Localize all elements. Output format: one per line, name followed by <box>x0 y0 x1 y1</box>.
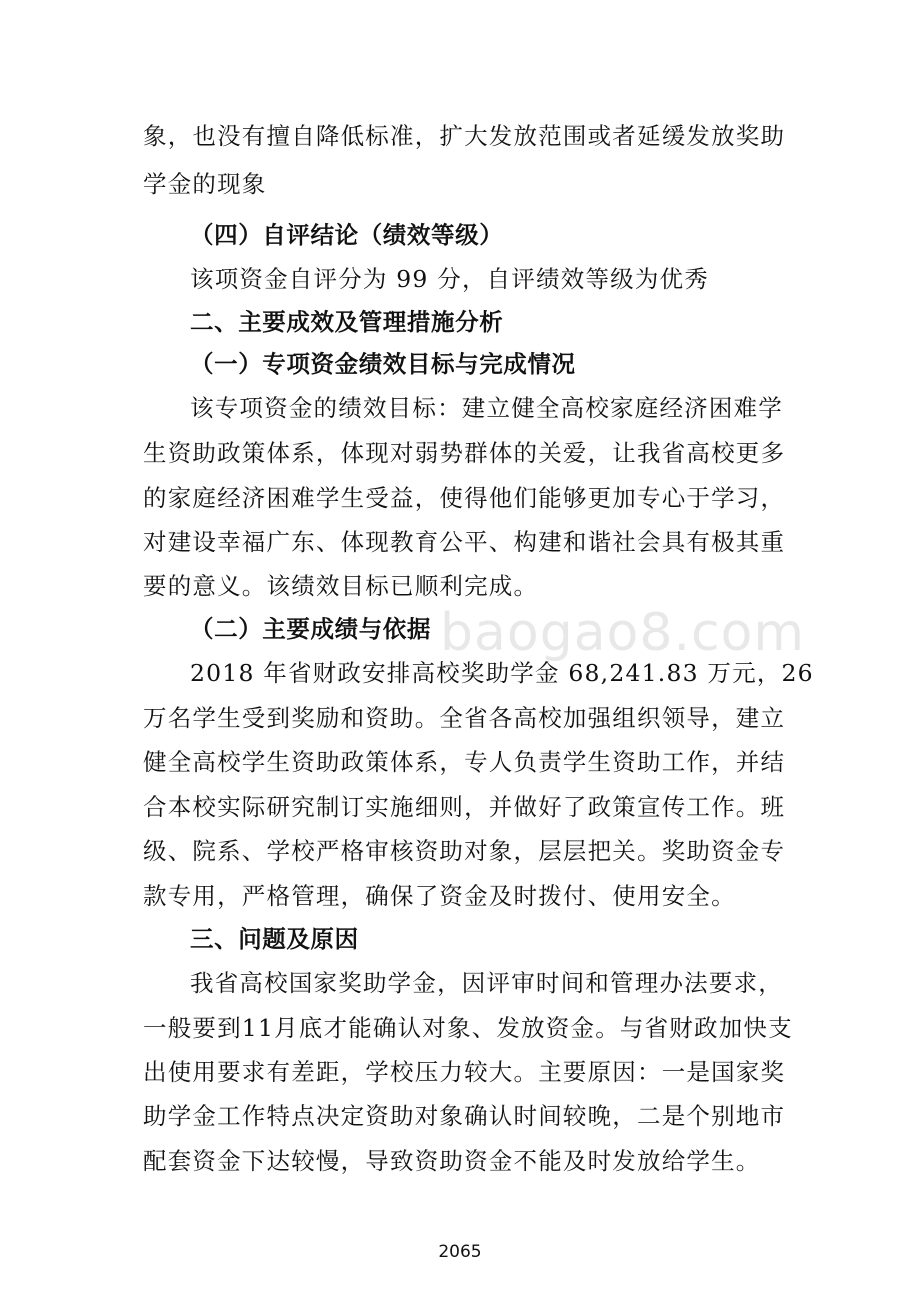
paragraph-line: 配套资金下达较慢，导致资助资金不能及时发放给学生。 <box>143 1147 761 1175</box>
paragraph-line: 款专用，严格管理，确保了资金及时拨付、使用安全。 <box>143 882 736 910</box>
section-heading: （四）自评结论（绩效等级） <box>190 221 504 249</box>
page-number: 2065 <box>438 1242 482 1262</box>
paragraph-line: 对建设幸福广东、体现教育公平、构建和谐社会具有极其重 <box>143 528 786 556</box>
section-heading: （一）专项资金绩效目标与完成情况 <box>190 350 576 378</box>
section-heading: 二、主要成效及管理措施分析 <box>190 308 504 336</box>
paragraph-line: 助学金工作特点决定资助对象确认时间较晚，二是个别地市 <box>143 1102 786 1130</box>
paragraph-line: 2018 年省财政安排高校奖助学金 68,241.83 万元，26 <box>190 659 814 687</box>
paragraph-line: 生资助政策体系，体现对弱势群体的关爱，让我省高校更多 <box>143 439 786 467</box>
paragraph-line: 合本校实际研究制订实施细则，并做好了政策宣传工作。班 <box>143 793 786 821</box>
paragraph-line: 学金的现象 <box>143 170 267 198</box>
paragraph-line: 的家庭经济困难学生受益，使得他们能够更加专心于学习， <box>143 484 786 512</box>
paragraph-line: 要的意义。该绩效目标已顺利完成。 <box>143 572 539 600</box>
section-heading: （二）主要成绩与依据 <box>190 615 431 643</box>
watermark: baogao8.com <box>440 603 806 663</box>
paragraph-line: 我省高校国家奖助学金，因评审时间和管理办法要求， <box>190 969 783 997</box>
paragraph-line: 万名学生受到奖励和资助。全省各高校加强组织领导，建立 <box>143 704 786 732</box>
paragraph-line: 一般要到11月底才能确认对象、发放资金。与省财政加快支 <box>143 1014 793 1042</box>
paragraph-line: 出使用要求有差距，学校压力较大。主要原因：一是国家奖 <box>143 1058 786 1086</box>
section-heading: 三、问题及原因 <box>190 925 359 953</box>
paragraph-line: 健全高校学生资助政策体系，专人负责学生资助工作，并结 <box>143 748 786 776</box>
paragraph-line: 该专项资金的绩效目标：建立健全高校家庭经济困难学 <box>190 394 783 422</box>
paragraph-line: 该项资金自评分为 99 分，自评绩效等级为优秀 <box>190 265 709 293</box>
paragraph-line: 级、院系、学校严格审核资助对象，层层把关。奖助资金专 <box>143 837 786 865</box>
paragraph-line: 象，也没有擅自降低标准，扩大发放范围或者延缓发放奖助 <box>143 122 786 150</box>
